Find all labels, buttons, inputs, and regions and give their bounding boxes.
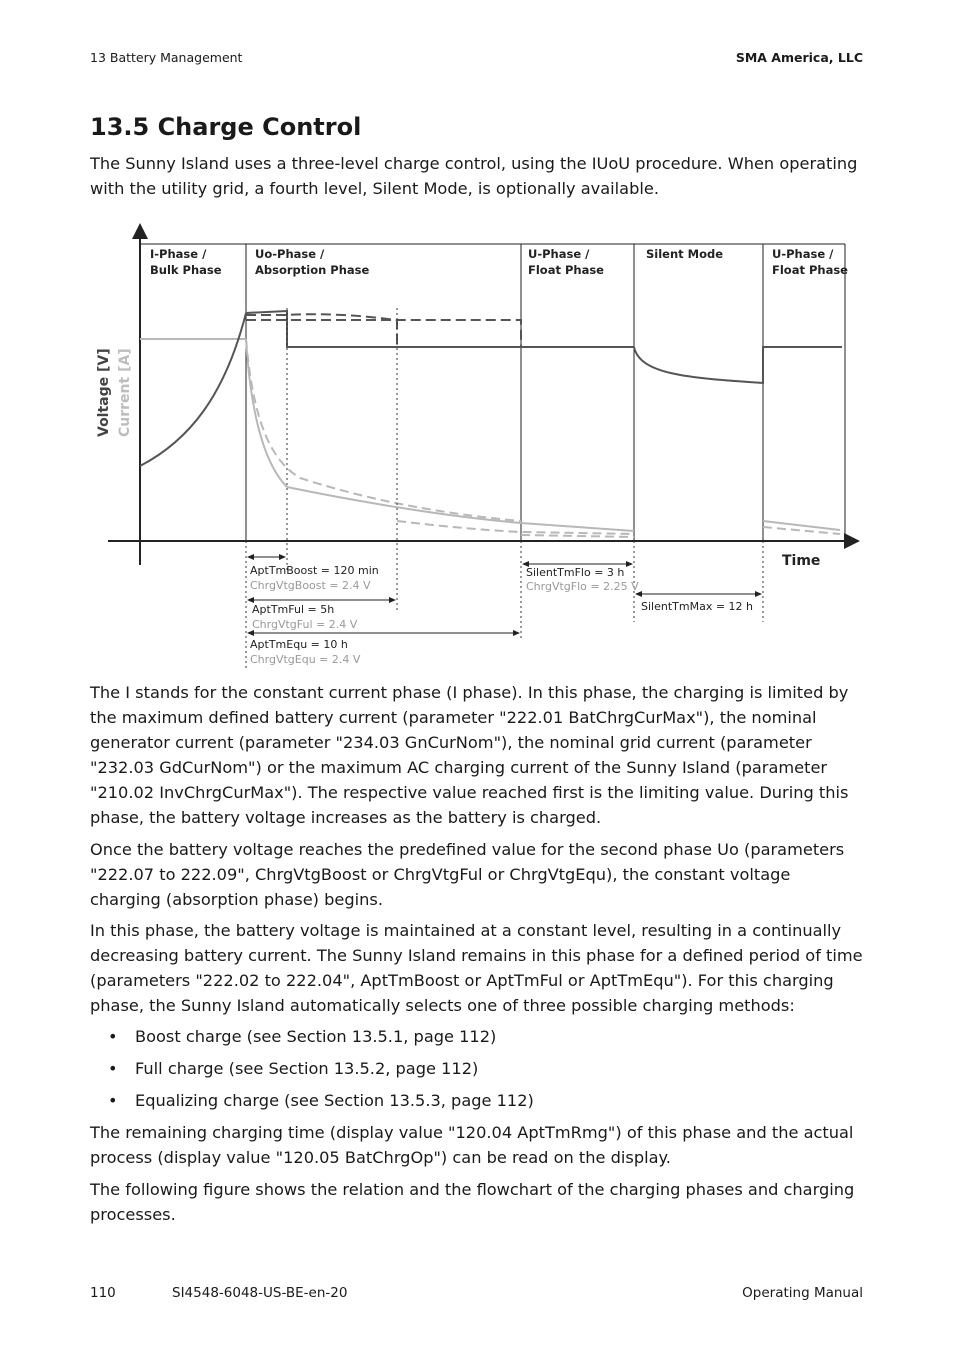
current-float-line [521, 535, 634, 537]
paragraph-remaining-time: The remaining charging time (display value "120.04 AptTmRmg") of this phase and the actual process (display value "120.05 BatChrgOp") can be read on the display. [90, 1123, 854, 1167]
phase-label-float2-2: Float Phase [772, 263, 848, 277]
bullet-text-equalizing: Equalizing charge (see Section 13.5.3, page 112) [135, 1091, 534, 1110]
phase-boxes [140, 244, 845, 541]
current-curves [140, 339, 840, 537]
y-axis-label-current: Current [A] [117, 348, 133, 437]
annotation-silent-max: SilentTmMax = 12 h [641, 600, 753, 613]
paragraph-following-figure: The following figure shows the relation and the flowchart of the charging phases and charging processes. [90, 1180, 855, 1224]
annotation-float-voltage: ChrgVtgFlo = 2.25 V [526, 580, 639, 593]
charge-control-figure [0, 215, 954, 675]
paragraph-i-phase: The I stands for the constant current phase (I phase). In this phase, the charging is limited by the maximum defined battery current (parameter "222.01 BatChrgCurMax"), the nominal generator current (parameter "234.03 GnCurNom"), the nominal grid current (parameter "232.03 GdCurNom") or the maximum AC charging current of the Sunny Island (parameter "210.02 InvChrgCurMax"). The respective value reached first is the limiting value. During this phase, the battery voltage increases as the battery is charged. [90, 683, 849, 827]
phase-label-bulk-2: Bulk Phase [150, 263, 222, 277]
running-header-section: 13 Battery Management [90, 50, 243, 65]
footer-doc-id: SI4548-6048-US-BE-en-20 [172, 1285, 348, 1301]
current-boost-tail [287, 487, 634, 531]
phase-label-absorption-2: Absorption Phase [255, 263, 370, 277]
annotation-boost-time: AptTmBoost = 120 min [250, 564, 379, 577]
annotation-float-time: SilentTmFlo = 3 h [526, 566, 625, 579]
bullet-text-full: Full charge (see Section 13.5.2, page 112) [135, 1059, 479, 1078]
annotation-equ-time: AptTmEqu = 10 h [250, 638, 348, 651]
footer-manual: Operating Manual [742, 1285, 863, 1301]
bullet-item-full: • Full charge (see Section 13.5.2, page 112) [108, 1059, 479, 1078]
bullet-item-equalizing: • Equalizing charge (see Section 13.5.3, page 112) [108, 1091, 534, 1110]
phase-label-absorption-1: Uo-Phase / [255, 247, 325, 261]
y-axis-label-voltage: Voltage [V] [96, 348, 112, 437]
phase-label-bulk-1: I-Phase / [150, 247, 207, 261]
annotation-equ-voltage: ChrgVtgEqu = 2.4 V [250, 653, 361, 666]
annotation-boost-voltage: ChrgVtgBoost = 2.4 V [250, 579, 371, 592]
annotation-full-time: AptTmFul = 5h [252, 603, 335, 616]
phase-label-silent: Silent Mode [646, 247, 724, 261]
bullet-item-boost: • Boost charge (see Section 13.5.1, page 112) [108, 1027, 497, 1046]
voltage-boost-then-float [246, 311, 634, 347]
intro-paragraph: The Sunny Island uses a three-level charge control, using the IUoU procedure. When operating with the utility grid, a fourth level, Silent Mode, is optionally available. [90, 154, 858, 198]
bullet-text-boost: Boost charge (see Section 13.5.1, page 112) [135, 1027, 497, 1046]
phase-label-float-1: U-Phase / [528, 247, 590, 261]
voltage-silent-curve [634, 347, 842, 383]
phase-label-float2-1: U-Phase / [772, 247, 834, 261]
paragraph-absorption: In this phase, the battery voltage is maintained at a constant level, resulting in a continually decreasing battery current. The Sunny Island remains in this phase for a defined period of time (parameters "222.02 to 222.04", AptTmBoost or AptTmFul or AptTmEqu"). For this charging phase, the Sunny Island automatically selects one of three possible charging methods: [90, 921, 863, 1015]
section-title: 13.5 Charge Control [90, 113, 362, 141]
phase-label-float-2: Float Phase [528, 263, 604, 277]
paragraph-uo-phase: Once the battery voltage reaches the predefined value for the second phase Uo (parameters "222.07 to 222.09", ChrgVtgBoost or ChrgVtgFul or ChrgVtgEqu), the constant voltage charging (absorption phase) begins. [90, 840, 845, 909]
voltage-curves [140, 311, 842, 466]
x-axis-label-time: Time [782, 553, 821, 569]
running-header-company: SMA America, LLC [735, 50, 863, 65]
voltage-full-dashed [246, 320, 397, 347]
annotation-full-voltage: ChrgVtgFul = 2.4 V [252, 618, 358, 631]
current-float2-line [763, 521, 840, 530]
current-boost-curve [246, 339, 287, 487]
footer-page-number: 110 [90, 1285, 116, 1301]
voltage-rise-curve [140, 313, 246, 466]
